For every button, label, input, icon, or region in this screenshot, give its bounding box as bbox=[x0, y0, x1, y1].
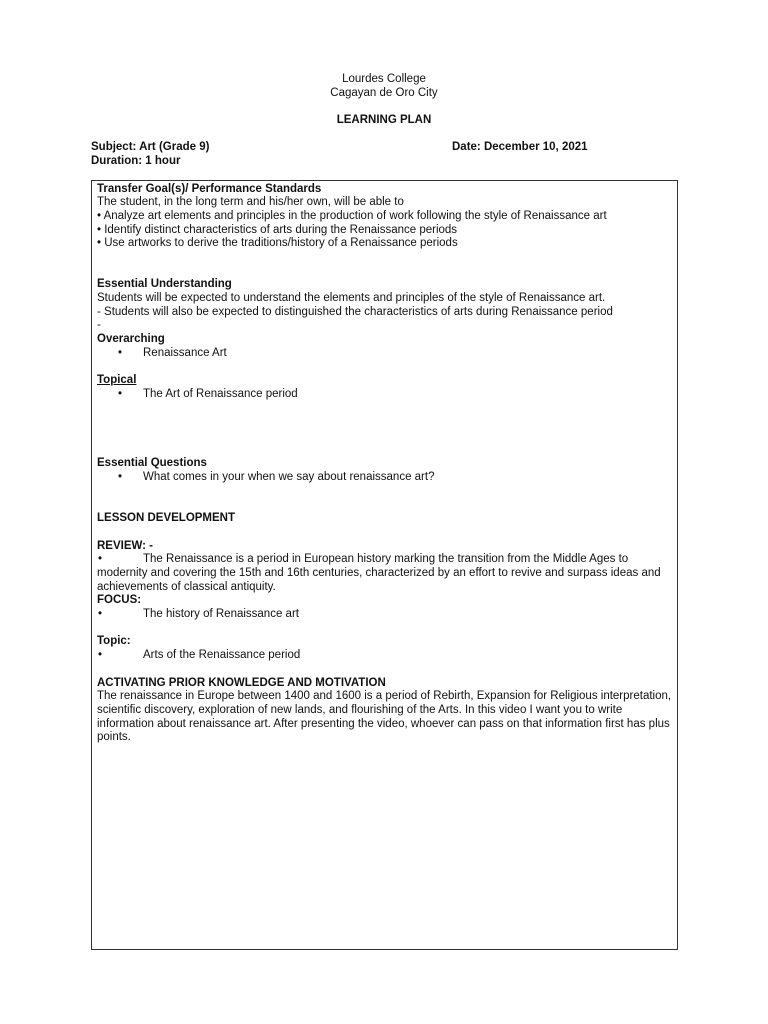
bullet-icon: • bbox=[98, 649, 103, 661]
review-heading: REVIEW: - bbox=[97, 540, 154, 552]
questions-heading: Essential Questions bbox=[97, 457, 207, 469]
topic-heading: Topic: bbox=[97, 635, 131, 647]
lesson-heading: LESSON DEVELOPMENT bbox=[97, 512, 236, 524]
document-title: LEARNING PLAN bbox=[336, 114, 432, 126]
topical-item: The Art of Renaissance period bbox=[143, 388, 298, 400]
focus-heading: FOCUS: bbox=[97, 594, 142, 606]
subject-label: Subject: Art (Grade 9) bbox=[91, 141, 210, 153]
transfer-item: • Use artworks to derive the traditions/history of a Renaissance periods bbox=[97, 237, 458, 249]
transfer-item: • Identify distinct characteristics of arts during the Renaissance periods bbox=[97, 224, 458, 236]
duration-label: Duration: 1 hour bbox=[91, 155, 181, 167]
school-name: Lourdes College bbox=[342, 73, 426, 85]
understanding-line: - Students will also be expected to distinguished the characteristics of arts during Renaissance period bbox=[97, 306, 613, 318]
topical-heading: Topical bbox=[97, 374, 137, 386]
bullet-icon: • bbox=[118, 471, 123, 483]
understanding-dash: - bbox=[97, 319, 101, 331]
bullet-icon: • bbox=[118, 347, 123, 359]
focus-item: The history of Renaissance art bbox=[143, 608, 299, 620]
overarching-heading: Overarching bbox=[97, 333, 165, 345]
bullet-icon: • bbox=[118, 388, 123, 400]
review-text: The Renaissance is a period in European history marking the transition from the Middle Ages to modernity and covering the 15th and 16th centuries, characterized by an effort to revive and surpass ideas and achievements of classical antiquity. bbox=[97, 553, 661, 593]
activating-heading: ACTIVATING PRIOR KNOWLEDGE AND MOTIVATION bbox=[97, 677, 386, 689]
overarching-item: Renaissance Art bbox=[143, 347, 227, 359]
date-label: Date: December 10, 2021 bbox=[452, 141, 588, 153]
transfer-heading: Transfer Goal(s)/ Performance Standards bbox=[97, 183, 322, 195]
transfer-intro: The student, in the long term and his/her own, will be able to bbox=[97, 196, 404, 208]
activating-text: The renaissance in Europe between 1400 and 1600 is a period of Rebirth, Expansion for Religious interpretation, scientific discovery, exploration of new lands, and flourishing of the Arts. In this video I want you to write information about renaissance art. After presenting the video, whoever can pass on that information first has plus points. bbox=[97, 690, 672, 744]
transfer-item: • Analyze art elements and principles in the production of work following the style of Renaissance art bbox=[97, 210, 607, 222]
question-item: What comes in your when we say about renaissance art? bbox=[143, 471, 435, 483]
school-city: Cagayan de Oro City bbox=[330, 87, 438, 99]
topic-item: Arts of the Renaissance period bbox=[143, 649, 301, 661]
understanding-heading: Essential Understanding bbox=[97, 278, 232, 290]
bullet-icon: • bbox=[98, 608, 103, 620]
bullet-icon: • bbox=[98, 553, 103, 565]
understanding-line: Students will be expected to understand the elements and principles of the style of Renaissance art. bbox=[97, 292, 606, 304]
